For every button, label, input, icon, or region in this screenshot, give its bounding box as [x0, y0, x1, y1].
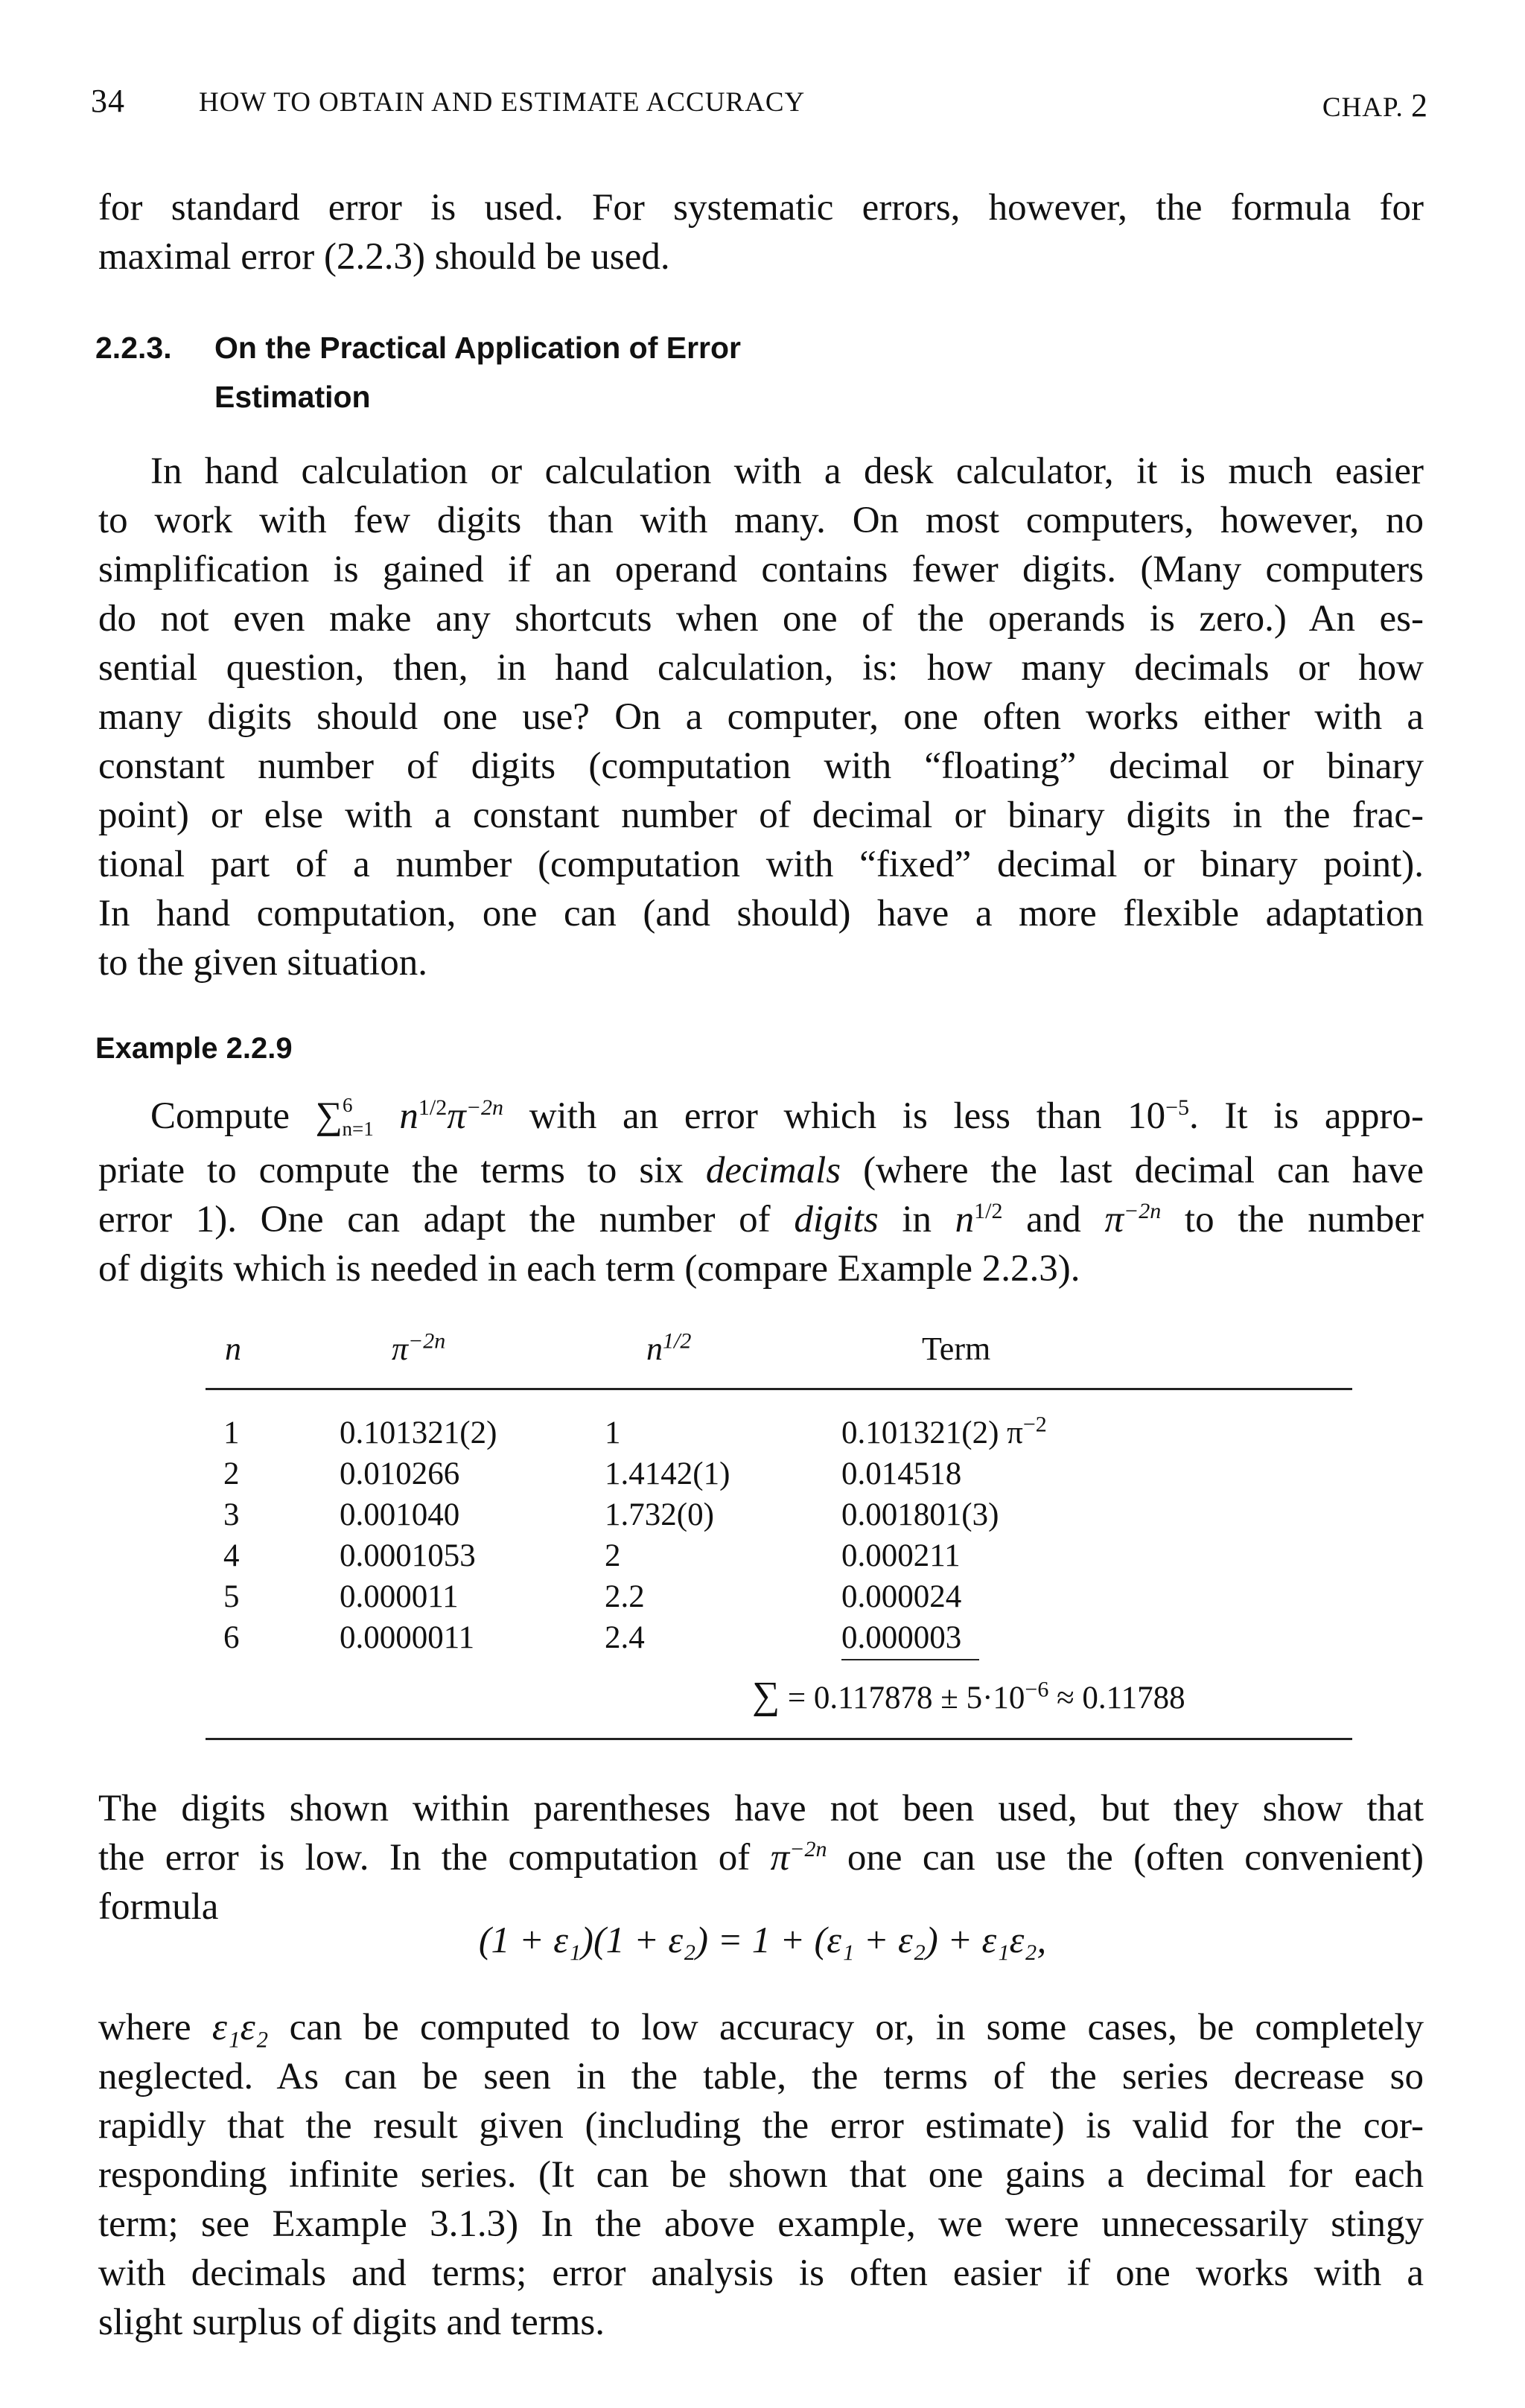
table-cell-term: 0.000003: [841, 1620, 962, 1655]
table-cell-sqrt-n: 1.732(0): [605, 1497, 714, 1532]
text-line: simplification is gained if an operand contains fewer digits. (Many computers: [98, 549, 1424, 590]
paragraph-conclusion: [98, 2003, 1424, 2347]
table-header-n: n: [225, 1331, 241, 1367]
term-exponent: −2: [1022, 1412, 1047, 1437]
table-cell-n: 2: [223, 1456, 240, 1491]
table-cell-term: 0.014518: [841, 1456, 962, 1491]
table-cell-sqrt-n: 1.4142(1): [605, 1456, 730, 1491]
running-head: [91, 82, 1428, 127]
paragraph-continuation: [98, 183, 1424, 281]
chapter-marker: [1322, 86, 1428, 124]
text-line: where ε₁ε₂ can be computed to low accuracy or, in some cases, be completely: [98, 2007, 1424, 2048]
text-line: slight surplus of digits and terms.: [98, 2302, 605, 2343]
text-line: for standard error is used. For systematic errors, however, the formula for: [98, 187, 1424, 229]
table-cell-pi-power: 0.010266: [340, 1456, 460, 1491]
text-line: formula: [98, 1886, 219, 1928]
table-cell-term: 0.001801(3): [841, 1497, 999, 1532]
table-cell-n: 6: [223, 1620, 240, 1655]
table-cell-term-wrap: [841, 1412, 1047, 1451]
text-line: term; see Example 3.1.3) In the above example, we were unnecessarily stingy: [98, 2203, 1424, 2245]
table-cell-n: 3: [223, 1497, 240, 1532]
table-header-pi-power: $\pi^{-2n}$: [392, 1328, 446, 1367]
text-line: The digits shown within parentheses have not been used, but they show that: [98, 1788, 1424, 1829]
paragraph-digits: [98, 1784, 1424, 1931]
text-line: responding infinite series. (It can be shown that one gains a decimal for each: [98, 2154, 1424, 2196]
table-cell-term: 0.000211: [841, 1538, 961, 1573]
formula-text: (1 + ε₁)(1 + ε₂) = 1 + (ε₁ + ε₂) + ε₁ε₂,: [478, 1919, 1047, 1961]
text-line: In hand computation, one can (and should) have a more flexible adaptation: [98, 893, 1424, 934]
text-line: sential question, then, in hand calculation, is: how many decimals or how: [98, 647, 1424, 689]
sum-underline: [841, 1659, 979, 1660]
paragraph-intro: [98, 447, 1424, 987]
table-bottom-rule: [206, 1738, 1352, 1740]
section-number: 2.2.3.: [95, 331, 172, 365]
example-heading: Example 2.2.9: [95, 1032, 293, 1065]
text-line: to the given situation.: [98, 942, 427, 984]
section-heading: [95, 323, 741, 421]
table-cell-sqrt-n: 2.2: [605, 1579, 645, 1614]
table-cell-n: 4: [223, 1538, 240, 1573]
chapter-number: 2: [1411, 87, 1428, 124]
table-cell-sqrt-n: 2.4: [605, 1620, 645, 1655]
table-cell-pi-power: 0.000011: [340, 1579, 459, 1614]
table-sum-row: ∑ = $0.117878 \pm 5\cdot 10^{-6} \approx 0.11788$: [752, 1675, 1185, 1717]
text-line: neglected. As can be seen in the table, the terms of the series decrease so: [98, 2056, 1424, 2098]
example-paragraph: [98, 1092, 1424, 1293]
text-line: maximal error (2.2.3) should be used.: [98, 236, 670, 278]
text-line: Compute ∑$^6$n=1 $n^{1/2}\pi^{-2n}$ with an error which is less than $10^{-5}$. It is appro-: [98, 1092, 1424, 1146]
page-number: 34: [91, 83, 125, 119]
section-title-line1: On the Practical Application of Error: [214, 331, 741, 365]
formula-display: [0, 1918, 1525, 1961]
running-title: HOW TO OBTAIN AND ESTIMATE ACCURACY: [199, 87, 806, 118]
table-cell-sqrt-n: 2: [605, 1538, 621, 1573]
table-header-sqrt-n: $n^{1/2}$: [646, 1328, 692, 1367]
summation-symbol: ∑$^6$n=1: [315, 1094, 374, 1140]
text-line: priate to compute the terms to six decimals (where the last decimal can have: [98, 1150, 1424, 1191]
text-line: do not even make any shortcuts when one of the operands is zero.) An es-: [98, 598, 1424, 640]
text-line: many digits should one use? On a computer, one often works either with a: [98, 696, 1424, 738]
table-cell-n: 5: [223, 1579, 240, 1614]
text-line: to work with few digits than with many. On most computers, however, no: [98, 500, 1424, 541]
table-cell-pi-power: 0.0000011: [340, 1620, 475, 1655]
table-cell-pi-power: 0.001040: [340, 1497, 460, 1532]
table-cell-term: 0.000024: [841, 1579, 962, 1614]
text-line: of digits which is needed in each term (compare Example 2.2.3).: [98, 1248, 1080, 1290]
text-line: point) or else with a constant number of decimal or binary digits in the frac-: [98, 794, 1424, 836]
table-cell-term: 0.101321(2) π: [841, 1415, 1023, 1450]
section-title-line2: Estimation: [214, 380, 371, 414]
text-line: the error is low. In the computation of $\pi^{-2n}$ one can use the (often convenient): [98, 1837, 1424, 1879]
table-header-term: Term: [922, 1331, 991, 1367]
table-cell-n: 1: [223, 1415, 240, 1450]
text-line: In hand calculation or calculation with a desk calculator, it is much easier: [150, 450, 1424, 492]
table-cell-pi-power: 0.0001053: [340, 1538, 476, 1573]
text-line: constant number of digits (computation with “floating” decimal or binary: [98, 745, 1424, 787]
table-cell-sqrt-n: 1: [605, 1415, 621, 1450]
table-top-rule: [206, 1388, 1352, 1390]
text-line: tional part of a number (computation with “fixed” decimal or binary point).: [98, 844, 1424, 885]
text-line: error 1). One can adapt the number of digits in $n^{1/2}$ and $\pi^{-2n}$ to the number: [98, 1199, 1424, 1240]
chapter-label: CHAP.: [1322, 92, 1404, 123]
text-line: with decimals and terms; error analysis is often easier if one works with a: [98, 2252, 1424, 2294]
text-line: rapidly that the result given (including the error estimate) is valid for the cor-: [98, 2105, 1424, 2147]
table-cell-pi-power: 0.101321(2): [340, 1415, 497, 1450]
